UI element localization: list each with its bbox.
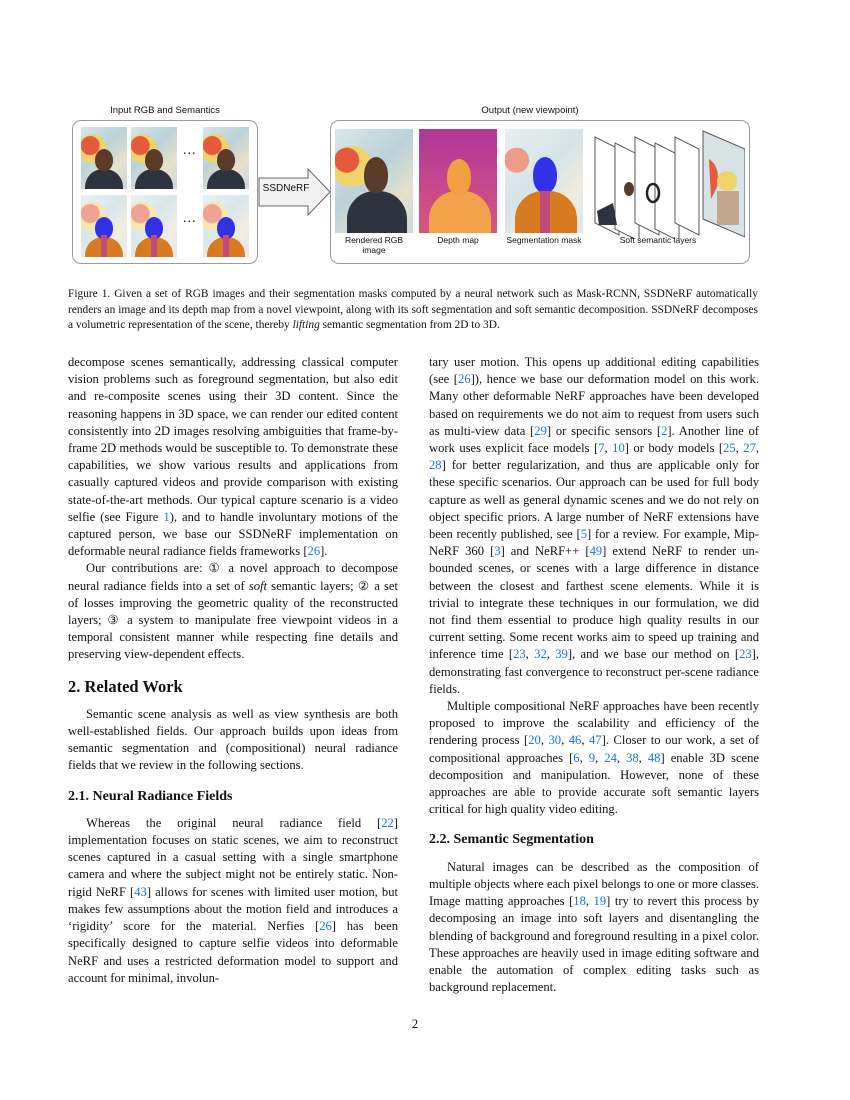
soft-semantic-layers [593,129,745,239]
input-rgb-image-2 [131,127,177,189]
label-depth: Depth map [437,235,479,245]
segmentation-mask [505,129,583,233]
ellipsis-bottom: ... [183,211,197,226]
paragraph-nerf: Whereas the original neural radiance field [22] implementation focuses on static scenes, we aim to reconstruct scenes captured in a casual setting with a single smartphone camera and where the subject might not be entirely static. Non-rigid NeRF [43] allows for scenes with limited user motion, but makes few assumptions about the motion field and introduces a ‘rigidity’ score for the material. Nerfies [26] has been specifically designed to capture selfie videos into deformable NeRF and uses a restricted deformation model to support and account for minimal, involun- [68,815,398,985]
rendered-rgb-image [335,129,413,233]
output-panel [330,120,750,264]
heading-nerf: 2.1. Neural Radiance Fields [68,788,233,804]
page-number: 2 [411,1016,419,1031]
label-rendered: Rendered RGB image [344,235,404,255]
paragraph-deformable: tary user motion. This opens up additional editing capabilities (see [26]), hence we base our deformation model on this work. Many other deformable NeRF approaches have been developed based on requirements we do not aim to request from users such as multi-view data [29] or specific sensors [2]. Another line of work uses explicit face models [7, 10] or body models [25, 27, 28] for better regularization, and thus are applicable only for these specific scenarios. Our approach can be used for full body capture as well as general dynamic scenes and we do not rely on object specific priors. A large number of NeRF extensions have been recently published, see [5] for a review. For example, Mip-NeRF 360 [3] and NeRF++ [49] extend NeRF to render un-bounded scenes, or scenes with a large difference in distance between the closest and farthest scene elements. While it is trivial to integrate these techniques in our formulation, we did not find them essential to produce high quality results in our current setting. Some recent works aim to speed up training and inference time [23, 32, 39], and we base our method on [23], demonstrating fast convergence to reconstruct per-scene radiance fields. [429,355,760,696]
label-soft-layers: Soft semantic layers [619,235,697,245]
output-title: Output (new viewpoint) [481,105,579,116]
figure-caption: Figure 1. Given a set of RGB images and their segmentation masks computed by a neural network such as Mask-RCNN, SSDNeRF automatically renders an image and its depth map from a novel viewpoint, along with its soft segmentation and soft semantic decomposition. SSDNeRF decomposes a volumetric representation of the scene, thereby lifting semantic segmentation from 2D to 3D. [68,288,758,331]
input-title: Input RGB and Semantics [110,105,220,116]
right-column [429,354,759,996]
input-seg-mask-n [203,195,249,257]
arrow-label: SSDNeRF [262,183,310,194]
heading-related-work: 2. Related Work [68,676,183,696]
input-rgb-image-1 [81,127,127,189]
heading-semantic-segmentation: 2.2. Semantic Segmentation [429,832,594,848]
depth-map [419,129,497,233]
label-segmentation: Segmentation mask [506,235,582,245]
input-seg-mask-1 [81,195,127,257]
ellipsis-top: ... [183,143,197,158]
left-column [68,354,398,987]
input-panel [72,120,258,264]
paragraph-contributions: Our contributions are: ① a novel approach to decompose neural radiance fields into a set of soft semantic layers; ② a set of losses improving the geometric quality of the reconstructed layers; ③ a system to manipulate free viewpoint videos in a temporal consistent manner while respecting fine details and preserving view-dependent effects. [68,561,399,662]
paragraph-related: Semantic scene analysis as well as view synthesis are both well-established fields. Our approach builds upon ideas from semantic segmentation and (compositional) neural radiance fields that we review in the following sections. [68,706,398,773]
input-seg-mask-2 [131,195,177,257]
paragraph-compositional: Multiple compositional NeRF approaches have been recently proposed to improve the scalability and efficiency of the rendering process [20, 30, 46, 47]. Closer to our work, a set of compositional approaches [6, 9, 24, 38, 48] enable 3D scene decomposition and manipulation. However, none of these approaches are able to provide accurate soft semantic layers critical for high quality video editing. [429,699,760,817]
paragraph-intro: decompose scenes semantically, addressing classical computer vision problems such as foreground segmentation, but also edit and re-composite scenes using their 3D content. Since the reasoning happens in 3D space, we can render our edited content consistently into 2D images resolving ambiguities that frame-by-frame 2D methods would be susceptible to. To demonstrate these capabilities, we show various results and applications from casually captured videos and provide comparison with existing state-of-the-art methods. Our typical capture scenario is a video selfie (see Figure 1), and to handle involuntary motions of the captured person, we base our SSDNeRF implementation on deformable neural radiance fields frameworks [26]. [68,355,399,559]
paragraph-segmentation: Natural images can be described as the composition of multiple objects where each pixel belongs to one or more classes. Image matting approaches [18, 19] try to revert this process by decomposing an image into soft layers and disentangling the blending of background and foreground resulting in a pixel color. These approaches are heavily used in image editing software and enable the automation of complex editing tasks such as background replacement. [429,859,760,995]
input-rgb-image-n [203,127,249,189]
